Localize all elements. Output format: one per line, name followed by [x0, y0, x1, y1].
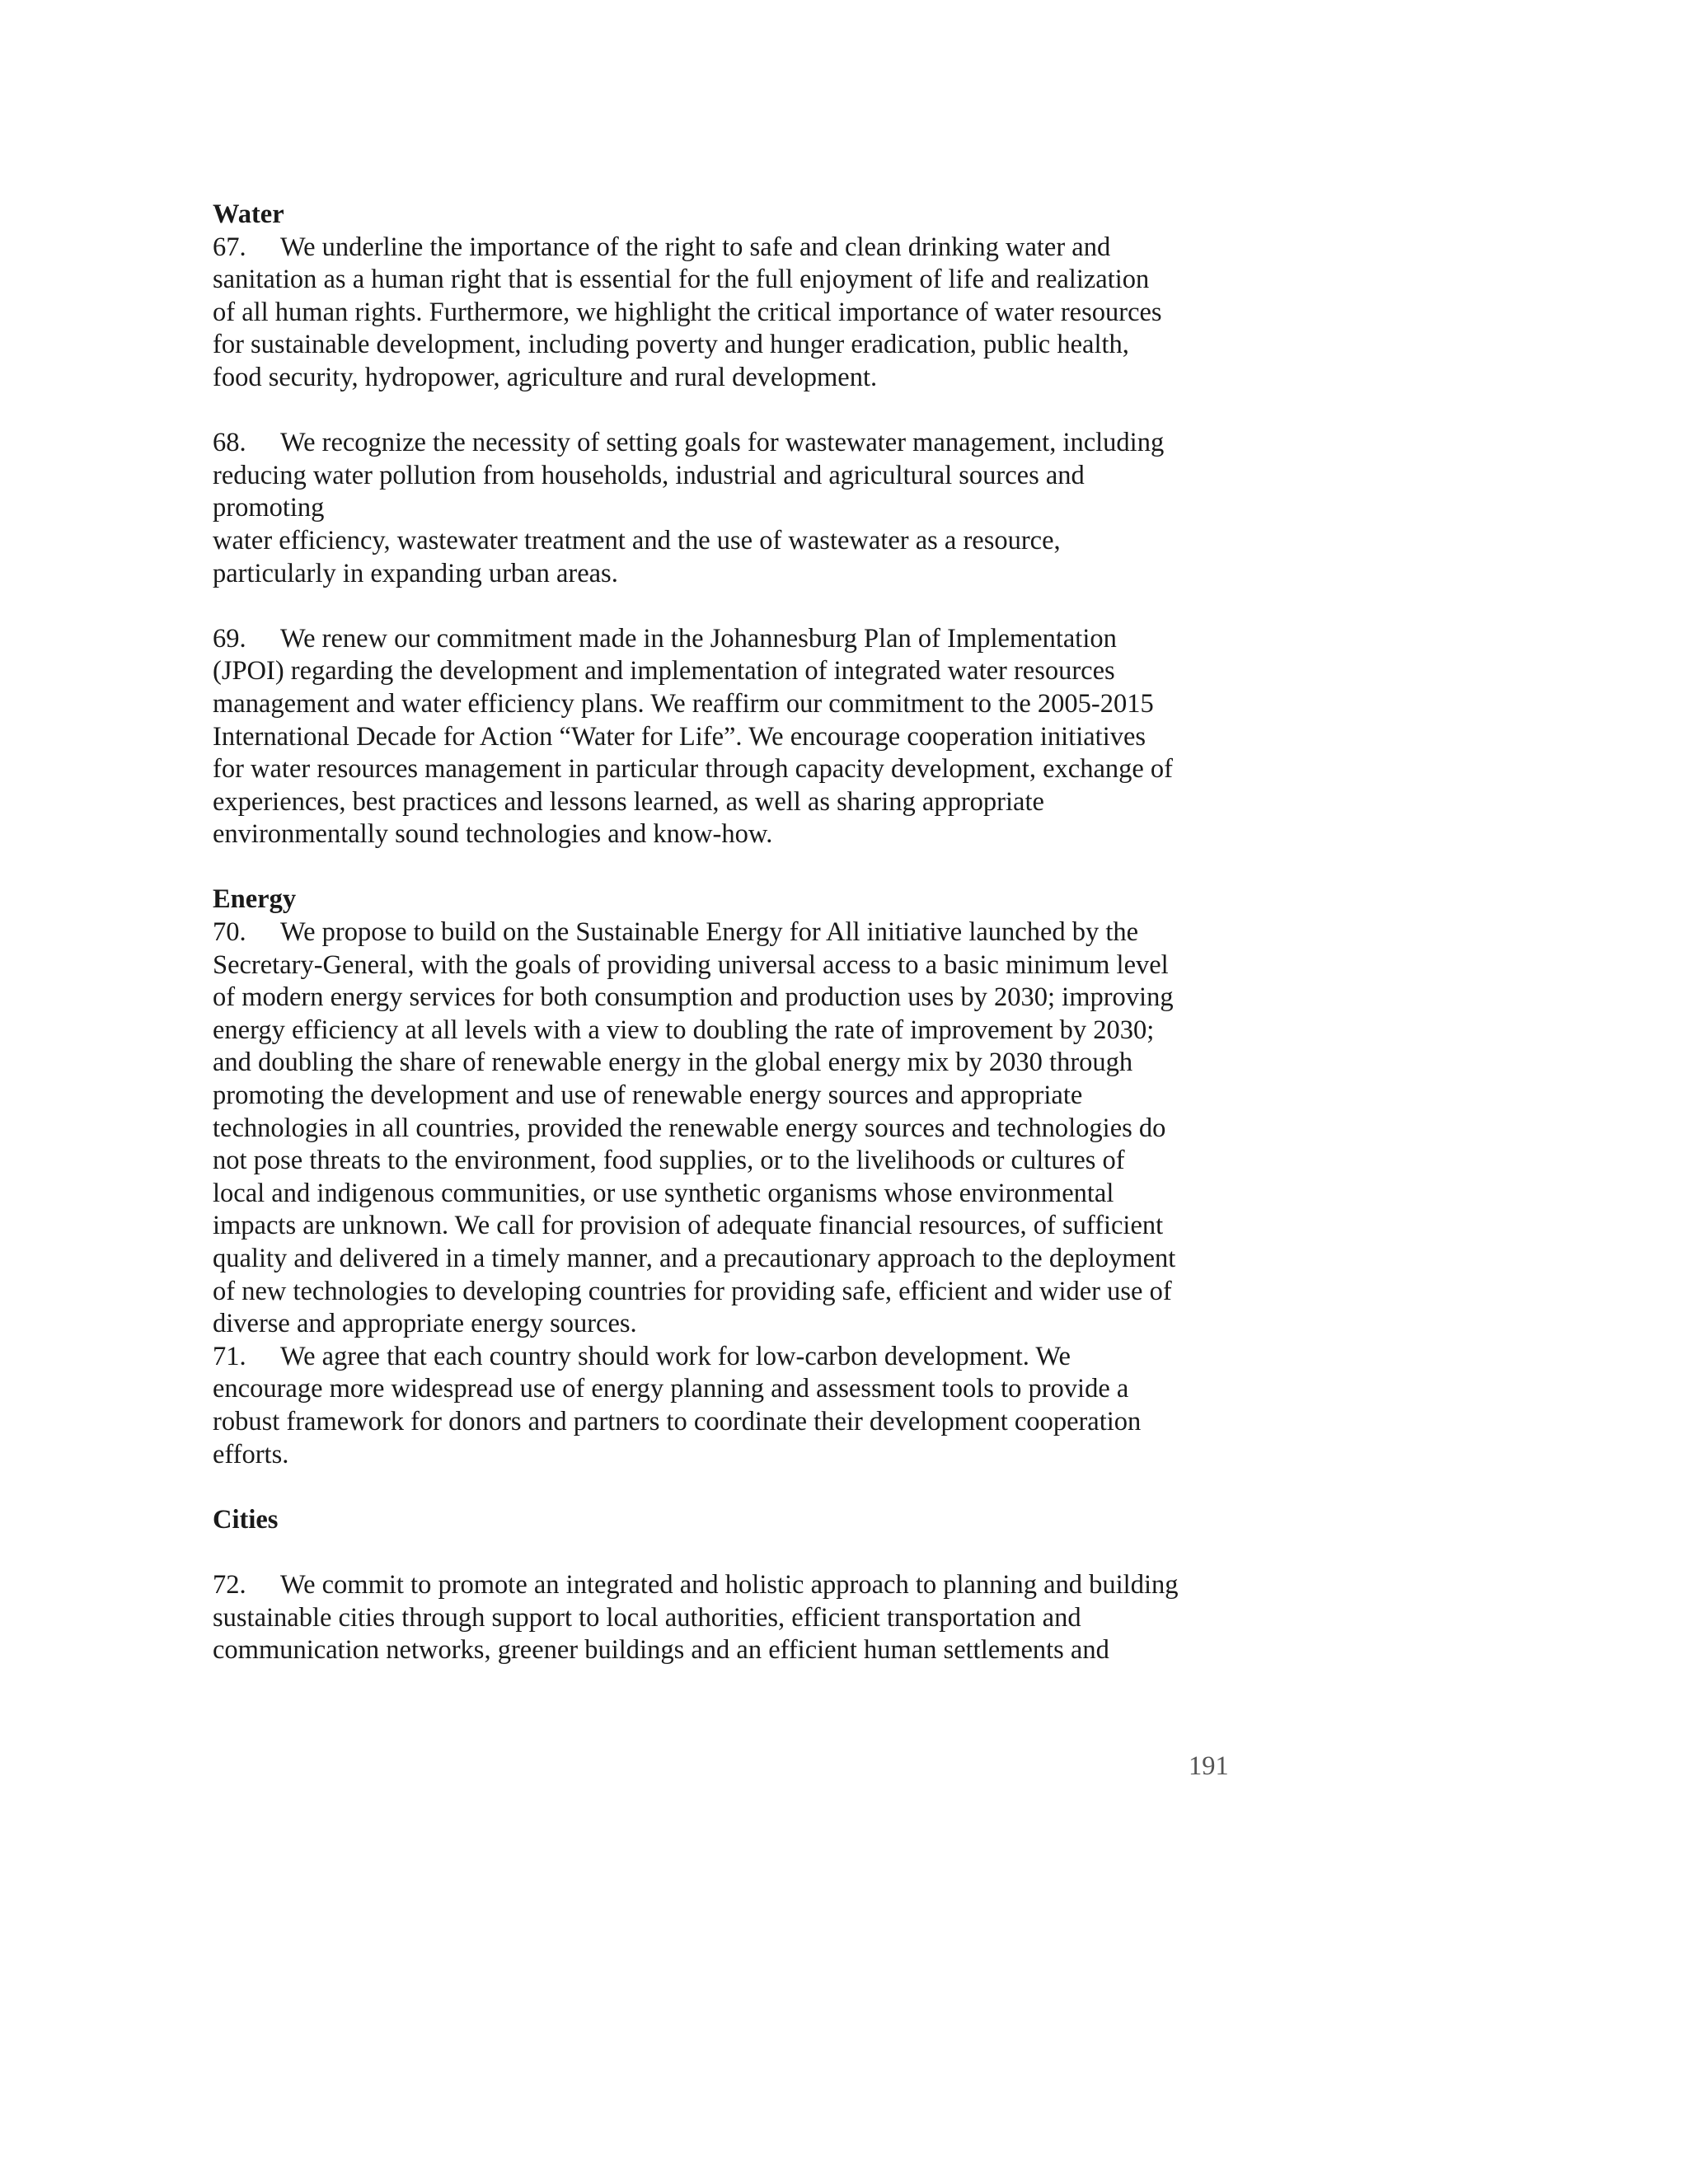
paragraph-line: sustainable cities through support to local authorities, efficient transportation and [213, 1602, 1081, 1633]
paragraph-line [213, 623, 1247, 656]
paragraph-line: environmentally sound technologies and know-how. [213, 819, 773, 850]
paragraph-line: experiences, best practices and lessons learned, as well as sharing appropriate [213, 786, 1044, 817]
spacer [213, 1471, 1247, 1504]
spacer [213, 1536, 1247, 1569]
paragraph-line: energy efficiency at all levels with a view to doubling the rate of improvement by 2030; [213, 1015, 1155, 1045]
section-heading-water: Water [213, 199, 284, 229]
section-heading-cities: Cities [213, 1504, 279, 1535]
spacer [213, 590, 1247, 623]
section-heading-energy: Energy [213, 884, 297, 915]
paragraph-line: management and water efficiency plans. We reaffirm our commitment to the 2005-2015 [213, 688, 1154, 719]
paragraph-68 [213, 427, 1247, 590]
paragraph-line: water efficiency, wastewater treatment and the use of wastewater as a resource, [213, 525, 1061, 555]
paragraph-text: We agree that each country should work for low-carbon development. We [280, 1341, 1071, 1371]
paragraph-number: 71. [213, 1341, 246, 1371]
paragraph-70 [213, 916, 1247, 1341]
paragraph-line: (JPOI) regarding the development and implementation of integrated water resources [213, 656, 1115, 687]
paragraph-line [213, 232, 1247, 265]
paragraph-line: for sustainable development, including poverty and hunger eradication, public health, [213, 330, 1129, 360]
paragraph-line: technologies in all countries, provided the renewable energy sources and technologies do [213, 1113, 1166, 1143]
paragraph-line [213, 1569, 1247, 1602]
paragraph-line [213, 916, 1247, 949]
paragraph-line: quality and delivered in a timely manner, and a precautionary approach to the deployment [213, 1244, 1176, 1273]
paragraph-line: of new technologies to developing countries for providing safe, efficient and wider use of [213, 1276, 1172, 1306]
paragraph-line: impacts are unknown. We call for provision of adequate financial resources, of sufficient [213, 1211, 1164, 1241]
paragraph-line: robust framework for donors and partners to coordinate their development cooperation [213, 1406, 1142, 1436]
spacer [213, 851, 1247, 884]
paragraph-line: efforts. [213, 1439, 289, 1469]
paragraph-line [213, 427, 1247, 460]
paragraph-line: communication networks, greener buildings and an efficient human settlements and [213, 1635, 1109, 1666]
page-number: 191 [1189, 1751, 1229, 1781]
page-content [213, 199, 1247, 1667]
paragraph-line: promoting the development and use of renewable energy sources and appropriate [213, 1080, 1083, 1111]
paragraph-line: of modern energy services for both consumption and production uses by 2030; improving [213, 982, 1174, 1013]
paragraph-line: encourage more widespread use of energy planning and assessment tools to provide a [213, 1374, 1129, 1404]
paragraph-line: promoting [213, 493, 325, 523]
paragraph-number: 67. [213, 232, 246, 262]
paragraph-text: We recognize the necessity of setting goals for wastewater management, including [280, 428, 1165, 458]
paragraph-number: 68. [213, 428, 246, 458]
paragraph-text: We propose to build on the Sustainable Energy for All initiative launched by the [280, 917, 1139, 948]
paragraph-72 [213, 1569, 1247, 1667]
paragraph-number: 70. [213, 917, 246, 948]
paragraph-line: particularly in expanding urban areas. [213, 558, 618, 588]
paragraph-line: and doubling the share of renewable energy in the global energy mix by 2030 through [213, 1047, 1133, 1078]
paragraph-line: reducing water pollution from households, industrial and agricultural sources and [213, 460, 1085, 490]
paragraph-line: not pose threats to the environment, food supplies, or to the livelihoods or cultures of [213, 1146, 1125, 1176]
paragraph-number: 72. [213, 1569, 246, 1600]
paragraph-number: 69. [213, 623, 246, 654]
paragraph-line: of all human rights. Furthermore, we highlight the critical importance of water resources [213, 297, 1162, 327]
paragraph-line: local and indigenous communities, or use synthetic organisms whose environmental [213, 1178, 1114, 1208]
paragraph-text: We underline the importance of the right to safe and clean drinking water and [280, 232, 1111, 262]
paragraph-line: International Decade for Action “Water for Life”. We encourage cooperation initiatives [213, 721, 1146, 752]
paragraph-text: We renew our commitment made in the Johannesburg Plan of Implementation [280, 623, 1117, 654]
paragraph-text: We commit to promote an integrated and holistic approach to planning and building [280, 1569, 1179, 1600]
paragraph-line: Secretary-General, with the goals of providing universal access to a basic minimum level [213, 949, 1169, 980]
paragraph-67 [213, 232, 1247, 395]
paragraph-line: food security, hydropower, agriculture and rural development. [213, 362, 878, 392]
paragraph-line: for water resources management in particular through capacity development, exchange of [213, 754, 1173, 785]
paragraph-71 [213, 1341, 1247, 1471]
spacer [213, 395, 1247, 428]
paragraph-line: diverse and appropriate energy sources. [213, 1309, 637, 1339]
paragraph-69 [213, 623, 1247, 851]
paragraph-line [213, 1341, 1247, 1374]
paragraph-line: sanitation as a human right that is essential for the full enjoyment of life and realization [213, 265, 1150, 295]
